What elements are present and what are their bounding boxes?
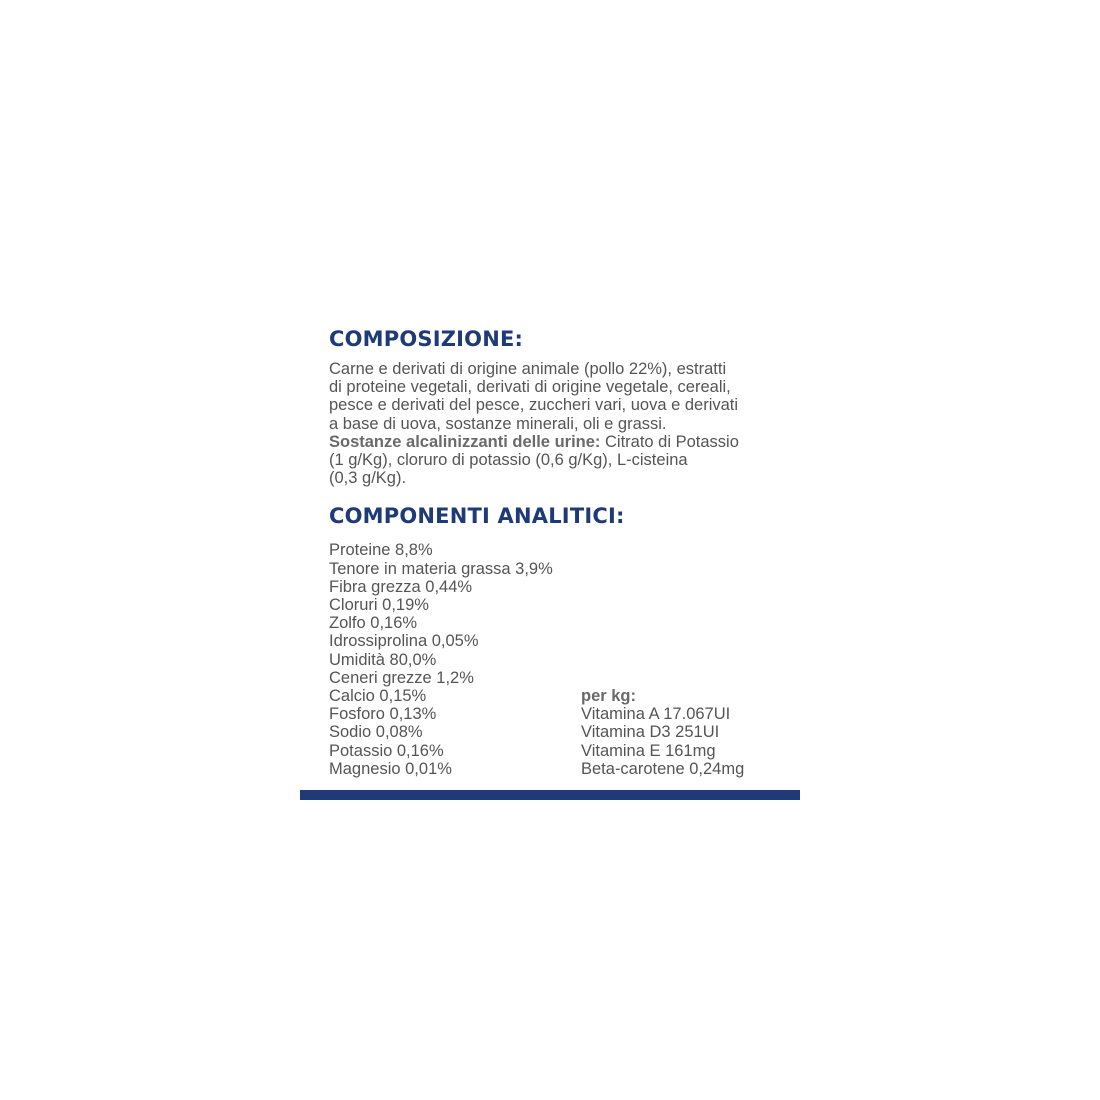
label-panel (300, 318, 800, 800)
vitamin-item: Beta-carotene 0,24mg (581, 759, 745, 778)
per-kg-list (581, 687, 744, 778)
label-content (329, 318, 789, 781)
alkalizing-text: Citrato di Potassio (600, 432, 739, 451)
bottom-rule (300, 790, 800, 800)
component-item: Potassio 0,16% (329, 741, 444, 760)
alkalizing-line: (0,3 g/Kg). (329, 469, 407, 488)
component-item: Fosforo 0,13% (329, 705, 437, 724)
vitamin-item: Vitamina D3 251UI (581, 723, 720, 742)
composition-line: Carne e derivati di origine animale (pollo 22%), estratti (329, 360, 727, 378)
per-kg-label: per kg: (581, 687, 637, 706)
component-item: Magnesio 0,01% (329, 759, 452, 778)
composition-text (329, 360, 789, 487)
component-item: Fibra grezza 0,44% (329, 577, 473, 596)
composition-line: pesce e derivati del pesce, zuccheri vari, uova e derivati (329, 396, 739, 415)
component-item: Calcio 0,15% (329, 687, 427, 706)
component-item: Cloruri 0,19% (329, 596, 429, 615)
component-item: Ceneri grezze 1,2% (329, 668, 474, 687)
analytics-table (329, 541, 789, 781)
component-item: Sodio 0,08% (329, 723, 423, 742)
alkalizing-line (329, 433, 789, 451)
component-item: Idrossiprolina 0,05% (329, 632, 479, 651)
analytics-heading: COMPONENTI ANALITICI: (329, 504, 625, 529)
component-item: Proteine 8,8% (329, 541, 433, 560)
alkalizing-label: Sostanze alcalinizzanti delle urine: (329, 432, 601, 451)
composition-line: a base di uova, sostanze minerali, oli e grassi. (329, 414, 667, 433)
alkalizing-line: (1 g/Kg), cloruro di potassio (0,6 g/Kg), L-cisteina (329, 451, 688, 470)
component-item: Umidità 80,0% (329, 650, 437, 669)
component-item: Zolfo 0,16% (329, 614, 418, 633)
components-list (329, 541, 553, 778)
vitamin-item: Vitamina E 161mg (581, 741, 716, 760)
vitamin-item: Vitamina A 17.067UI (581, 705, 731, 724)
composition-line: di proteine vegetali, derivati di origine vegetale, cereali, (329, 378, 731, 397)
component-item: Tenore in materia grassa 3,9% (329, 559, 553, 578)
composition-heading: COMPOSIZIONE: (329, 327, 524, 351)
